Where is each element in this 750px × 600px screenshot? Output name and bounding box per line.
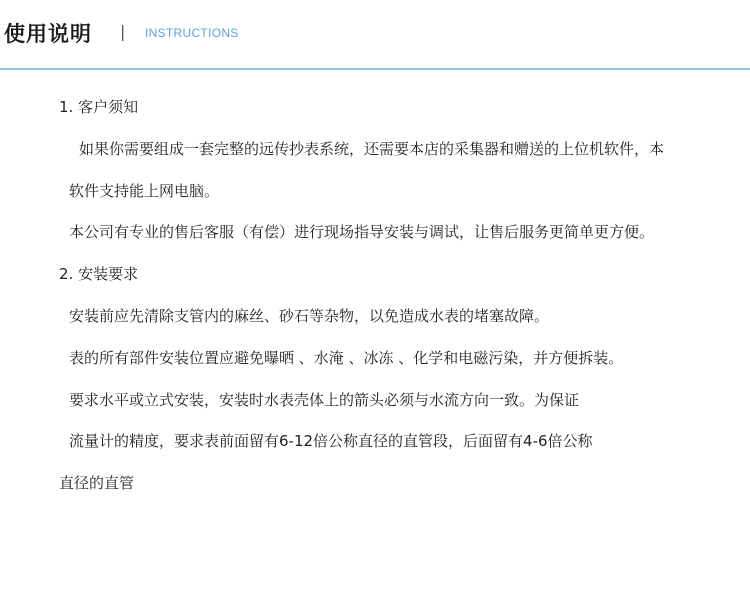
installation-requirement-3-line-3: 直径的直管	[59, 474, 135, 492]
installation-requirement-2: 表的所有部件安装位置应避免曝晒 、水淹 、冰冻 、化学和电磁污染，并方便拆装。	[69, 349, 624, 367]
page-title: 使用说明	[4, 22, 92, 46]
page-header	[0, 0, 750, 70]
customer-notice-paragraph-line-1: 如果你需要组成一套完整的远传抄表系统，还需要本店的采集器和赠送的上位机软件，本	[79, 140, 665, 158]
after-sales-service-paragraph: 本公司有专业的售后客服（有偿）进行现场指导安装与调试，让售后服务更简单更方便。	[69, 223, 655, 241]
installation-requirement-3-line-1: 要求水平或立式安装，安装时水表壳体上的箭头必须与水流方向一致。为保证	[69, 391, 580, 409]
section-heading-customer-notice: 1. 客户须知	[59, 98, 139, 116]
installation-requirement-3-line-2: 流量计的精度，要求表前面留有6-12倍公称直径的直管段，后面留有4-6倍公称	[69, 432, 593, 450]
title-separator: |	[120, 22, 126, 41]
section-heading-installation-requirements: 2. 安装要求	[59, 265, 139, 283]
page-subtitle: INSTRUCTIONS	[145, 26, 239, 40]
customer-notice-paragraph-line-2: 软件支持能上网电脑。	[69, 182, 220, 200]
header-divider	[0, 68, 750, 70]
installation-requirement-1: 安装前应先清除支管内的麻丝、砂石等杂物，以免造成水表的堵塞故障。	[69, 307, 550, 325]
